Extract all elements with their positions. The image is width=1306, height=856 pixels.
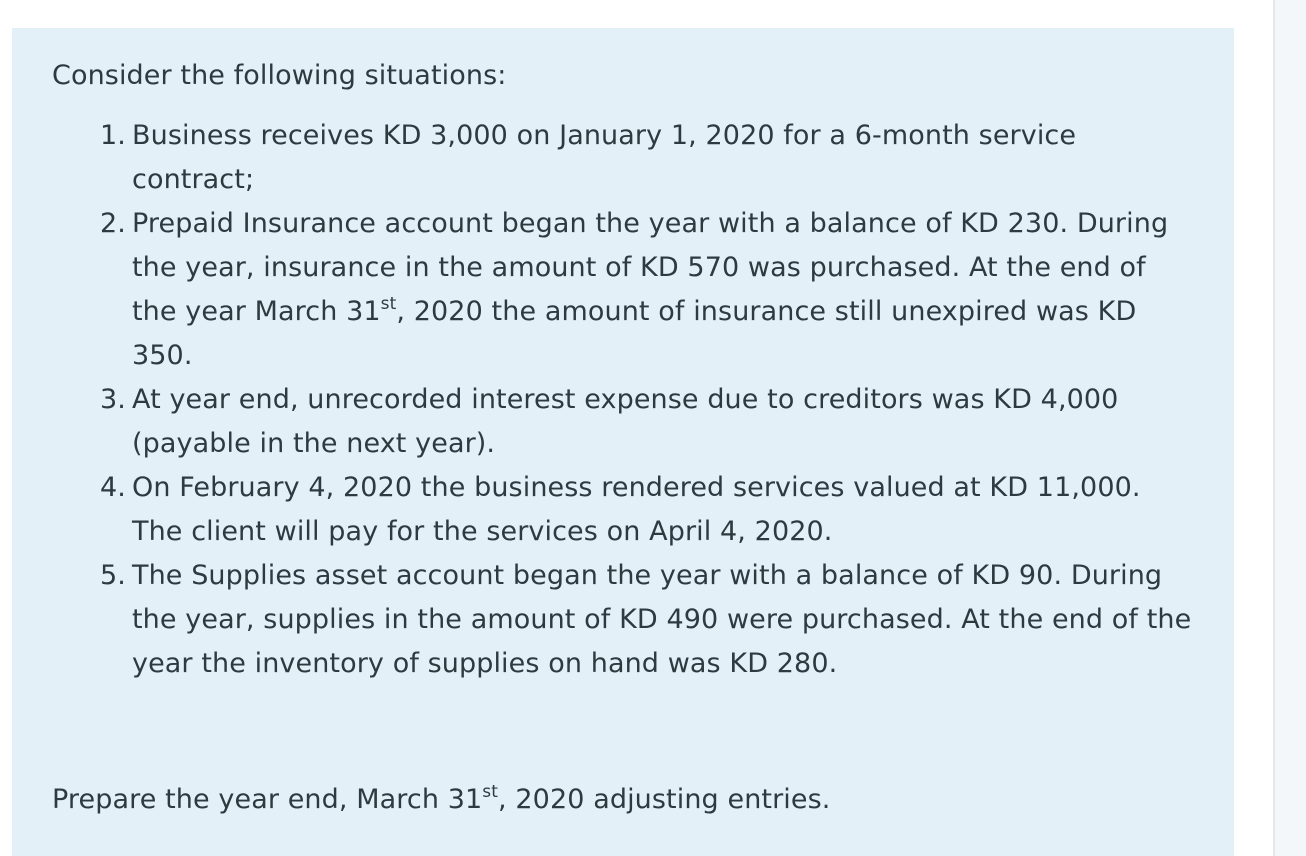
question-instruction (52, 782, 1194, 818)
item-text: Prepaid Insurance account began the year with a balance of KD 230. During the year, insurance in the amount of KD 570 was purchased. At the end of the year March 31 (132, 208, 1169, 327)
item-text: The Supplies asset account began the year with a balance of KD 90. During the year, supplies in the amount of KD 490 were purchased. At the end of the year the inventory of supplies on hand was KD 280. (132, 560, 1192, 679)
item-number: 2. (100, 208, 126, 239)
right-sidebar-edge (1273, 0, 1306, 856)
item-number: 1. (100, 120, 126, 151)
list-item (52, 554, 1194, 686)
list-item (52, 114, 1194, 202)
instruction-text-continued: , 2020 adjusting entries. (498, 784, 831, 815)
item-number: 3. (100, 384, 126, 415)
item-number: 5. (100, 560, 126, 591)
item-number: 4. (100, 472, 126, 503)
list-item (52, 378, 1194, 466)
spacer (52, 686, 1194, 782)
item-text: At year end, unrecorded interest expense due to creditors was KD 4,000 (payable in the next year). (132, 384, 1119, 459)
item-text-continued: , 2020 the amount of insurance still unexpired was KD 350. (132, 296, 1137, 371)
list-item (52, 202, 1194, 378)
instruction-text: Prepare the year end, March 31 (52, 784, 483, 815)
question-panel (12, 28, 1234, 856)
list-item (52, 466, 1194, 554)
ordinal-superscript: st (380, 294, 397, 314)
question-intro: Consider the following situations: (52, 60, 507, 91)
ordinal-superscript: st (482, 782, 499, 802)
situations-list (52, 114, 1194, 686)
item-text: On February 4, 2020 the business rendered services valued at KD 11,000. The client will pay for the services on April 4, 2020. (132, 472, 1141, 547)
item-text: Business receives KD 3,000 on January 1, 2020 for a 6-month service contract; (132, 120, 1077, 195)
